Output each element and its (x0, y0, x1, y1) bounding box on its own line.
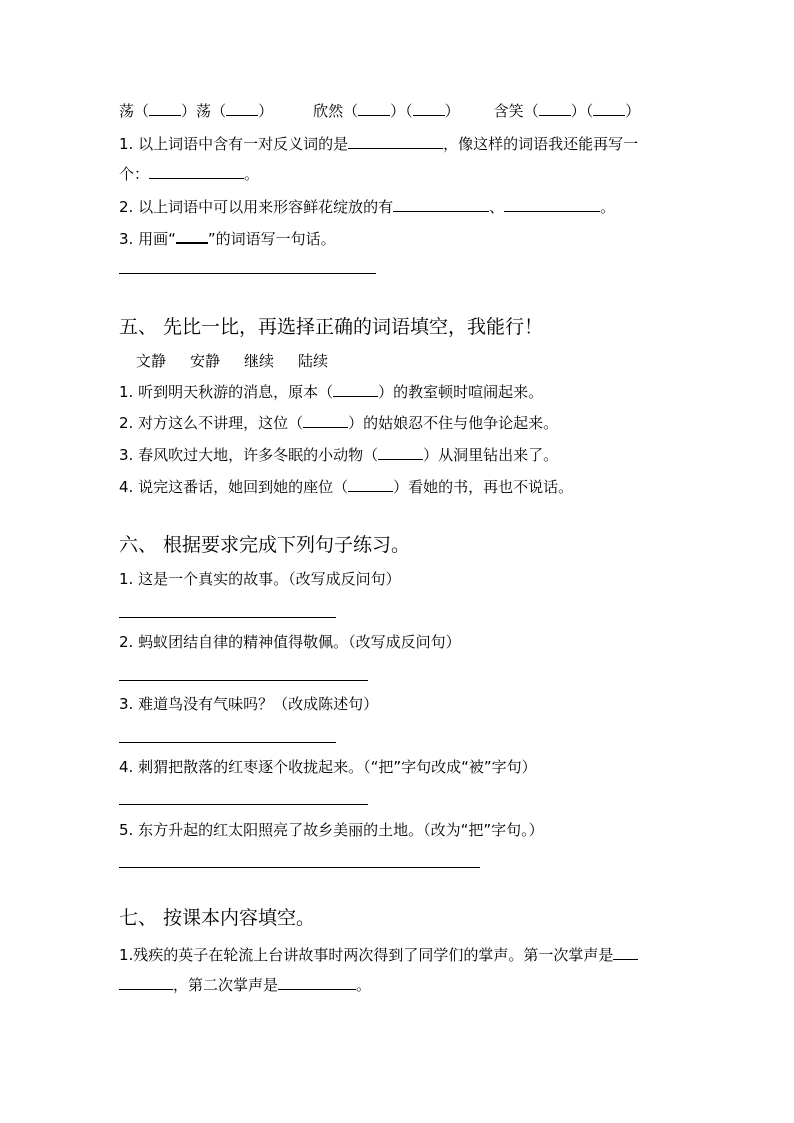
blank[interactable] (278, 975, 356, 990)
s6-item-5: 5. 东方升起的红太阳照亮了故乡美丽的土地。（改为“把”字句。） (119, 821, 544, 839)
blank[interactable] (333, 382, 378, 397)
blank[interactable] (504, 197, 600, 212)
s5-item-2: 2. 对方这么不讲理，这位（ ）的姑娘忍不住与他争论起来。 (119, 414, 559, 432)
option-word: 陆续 (298, 352, 329, 370)
underline-mark (176, 228, 208, 244)
blank[interactable] (149, 101, 181, 116)
section-7-title: 七、 按课本内容填空。 (119, 907, 316, 929)
question-1: 1. 以上词语中含有一对反义词的是 ，像这样的词语我还能再写一 (119, 135, 639, 153)
blank[interactable] (593, 101, 625, 116)
answer-line[interactable] (119, 680, 368, 681)
s5-item-3: 3. 春风吹过大地，许多冬眠的小动物（ ）从洞里钻出来了。 (119, 446, 559, 464)
answer-line[interactable] (119, 742, 336, 743)
blank[interactable] (358, 101, 390, 116)
vocab-word: 荡 (119, 102, 135, 120)
option-word: 文静 (136, 352, 167, 370)
vocab-row: 荡（ ）荡（ ） 欣然（ ）（ ） 含笑（ ）（ ） (119, 102, 641, 120)
blank[interactable] (613, 945, 638, 960)
blank[interactable] (348, 477, 393, 492)
question-1-cont: 个： 。 (119, 165, 260, 183)
vocab-word: 欣然 (313, 102, 344, 120)
blank[interactable] (413, 101, 445, 116)
section-5-title: 五、 先比一比，再选择正确的词语填空，我能行！ (119, 316, 544, 338)
s5-item-1: 1. 听到明天秋游的消息，原本（ ）的教室顿时喧闹起来。 (119, 383, 544, 401)
blank[interactable] (149, 164, 244, 179)
s6-item-4: 4. 刺猬把散落的红枣逐个收拢起来。（“把”字句改成“被”字句） (119, 758, 537, 776)
blank[interactable] (303, 413, 348, 428)
s5-item-4: 4. 说完这番话，她回到她的座位（ ）看她的书，再也不说话。 (119, 478, 574, 496)
s6-item-2: 2. 蚂蚁团结自律的精神值得敬佩。（改写成反问句） (119, 633, 461, 651)
word-options (136, 351, 328, 371)
question-3: 3. 用画“ ”的词语写一句话。 (119, 230, 336, 248)
blank[interactable] (348, 134, 443, 149)
section-6-title: 六、 根据要求完成下列句子练习。 (119, 534, 411, 556)
s7-item-1-cont: ，第二次掌声是 。 (119, 975, 371, 995)
blank[interactable] (393, 197, 489, 212)
blank[interactable] (539, 101, 571, 116)
s6-item-1: 1. 这是一个真实的故事。（改写成反问句） (119, 570, 401, 588)
option-word: 继续 (244, 352, 275, 370)
blank[interactable] (226, 101, 258, 116)
blank[interactable] (119, 975, 173, 990)
answer-line[interactable] (119, 804, 368, 805)
answer-line[interactable] (119, 617, 336, 618)
vocab-word: 含笑 (493, 102, 524, 120)
answer-line[interactable] (119, 273, 376, 274)
question-2: 2. 以上词语中可以用来形容鲜花绽放的有 、 。 (119, 198, 616, 216)
vocab-word: 荡 (196, 102, 212, 120)
blank[interactable] (378, 445, 423, 460)
answer-line[interactable] (119, 867, 480, 868)
option-word: 安静 (190, 352, 221, 370)
s6-item-3: 3. 难道鸟没有气味吗？（改成陈述句） (119, 695, 379, 713)
s7-item-1: 1.残疾的英子在轮流上台讲故事时两次得到了同学们的掌声。第一次掌声是 (119, 945, 638, 965)
